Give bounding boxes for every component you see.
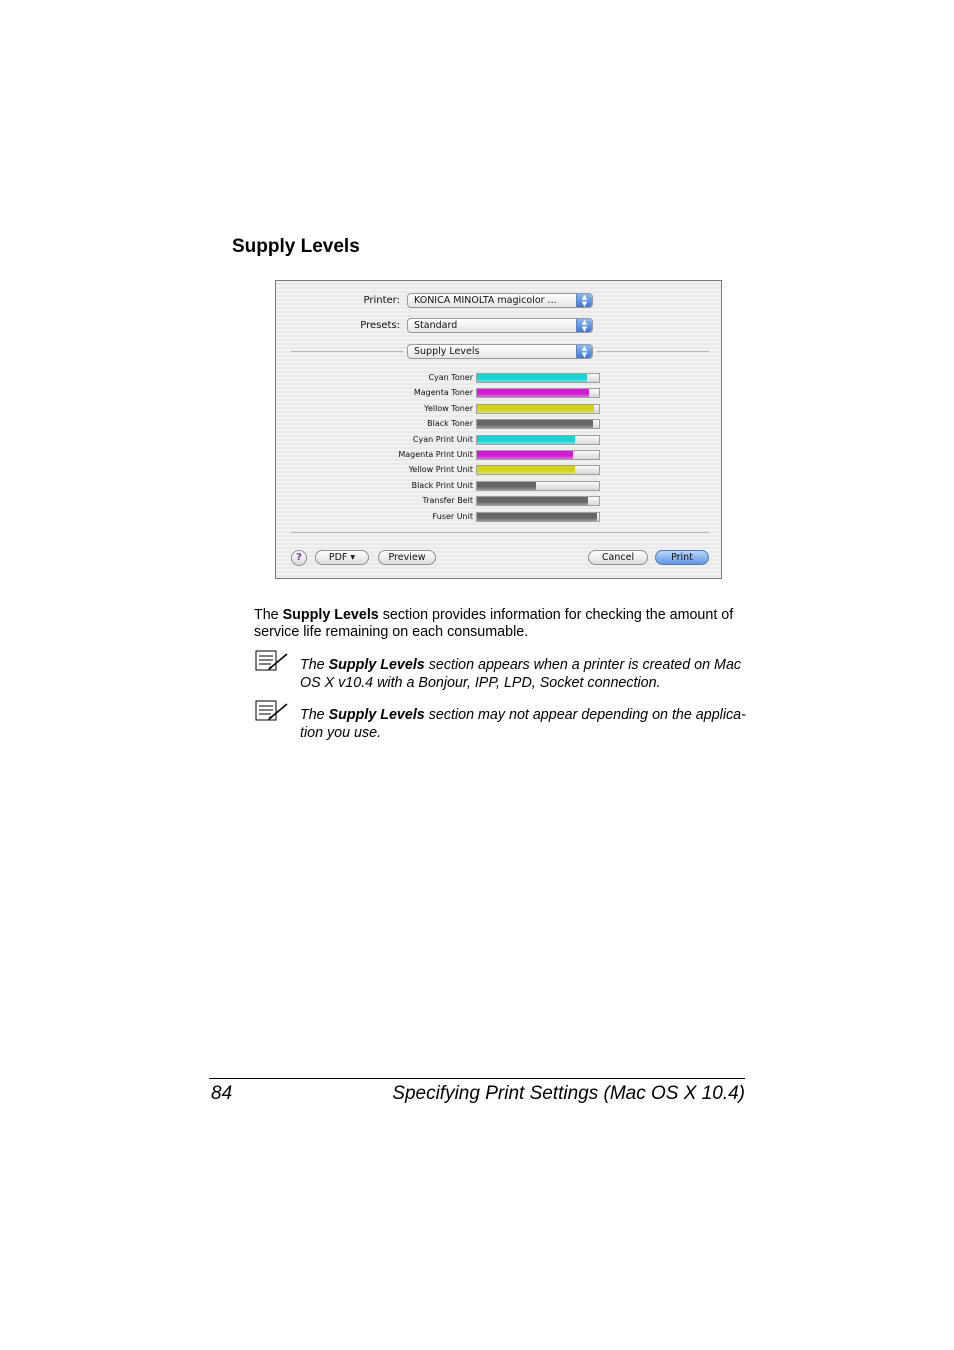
supply-level-bar [476,496,600,506]
printer-popup[interactable] [407,293,593,308]
note-1-suffix: section appears when a printer is created on Mac OS X v10.4 with a Bonjour, IPP, LPD, Socket connection. [300,657,742,691]
supply-level-bar [476,450,600,460]
supply-level-bar [476,512,600,522]
presets-label: Presets: [360,320,400,331]
print-button[interactable]: Print [655,550,709,565]
printer-label: Printer: [363,295,400,306]
intro-bold: Supply Levels [282,607,379,623]
supply-level-bar [476,481,600,491]
preview-button[interactable]: Preview [378,550,436,565]
supply-row [276,387,723,399]
supply-label: Fuser Unit [432,511,473,521]
supply-level-fill [477,482,536,490]
page-number: 84 [211,1083,233,1104]
intro-suffix: section provides information for checking the amount of service life remaining on each consumable. [254,607,734,640]
note-icon [255,700,289,722]
supply-level-bar [476,435,600,445]
divider-bottom [291,532,709,533]
supply-row [276,449,723,461]
note-1-bold: Supply Levels [328,657,425,673]
cancel-button[interactable]: Cancel [588,550,648,565]
panel-popup[interactable] [407,344,593,359]
note-2-suffix: section may not appear depending on the applica-tion you use. [300,707,746,741]
section-title: Supply Levels [232,236,360,257]
presets-popup[interactable] [407,318,593,333]
supply-label: Cyan Toner [428,373,473,382]
supply-level-bar [476,388,600,398]
supply-level-fill [477,466,575,474]
supply-level-bar [476,465,600,475]
supply-row [276,372,723,384]
note-2 [300,706,750,742]
note-2-prefix: The [300,707,329,723]
help-button[interactable]: ? [291,550,307,566]
supply-label: Yellow Print Unit [408,465,473,475]
note-2-bold: Supply Levels [328,707,425,723]
divider-right [597,351,709,352]
popup-arrows-icon: ▲ ▼ [576,294,592,307]
print-dialog [275,280,722,579]
running-title: Specifying Print Settings (Mac OS X 10.4) [392,1083,745,1104]
supply-label: Magenta Toner [413,388,473,398]
popup-arrows-icon: ▲ ▼ [576,345,592,358]
popup-arrows-icon: ▲ ▼ [576,319,592,332]
note-1 [300,656,750,692]
pdf-button[interactable]: PDF ▾ [315,550,369,565]
supply-level-fill [477,389,589,397]
supply-row [276,511,723,523]
supply-label: Black Toner [427,419,473,429]
supply-row [276,403,723,415]
divider-left [291,351,403,352]
supply-label: Cyan Print Unit [412,434,473,444]
supply-row [276,495,723,507]
printer-popup-value: KONICA MINOLTA magicolor ... [414,295,557,306]
supply-row [276,418,723,430]
supply-label: Yellow Toner [424,403,473,413]
note-1-prefix: The [300,657,329,673]
supply-level-fill [477,436,575,444]
supply-level-fill [477,513,597,521]
supply-row [276,480,723,492]
supply-level-fill [477,374,587,382]
supply-level-fill [477,405,594,413]
intro-paragraph [254,607,749,641]
supply-level-fill [477,497,588,505]
supply-level-bar [476,404,600,414]
presets-popup-value: Standard [414,320,458,331]
supply-label: Black Print Unit [411,480,473,490]
supply-label: Transfer Belt [422,496,473,506]
supply-level-bar [476,373,600,383]
note-icon [255,650,289,672]
panel-popup-value: Supply Levels [414,346,480,357]
supply-level-fill [477,451,573,459]
supply-row [276,434,723,446]
supply-row [276,464,723,476]
footer-rule [209,1078,745,1079]
intro-prefix: The [254,607,283,623]
supply-level-fill [477,420,593,428]
supply-level-bar [476,419,600,429]
supply-label: Magenta Print Unit [398,450,473,459]
